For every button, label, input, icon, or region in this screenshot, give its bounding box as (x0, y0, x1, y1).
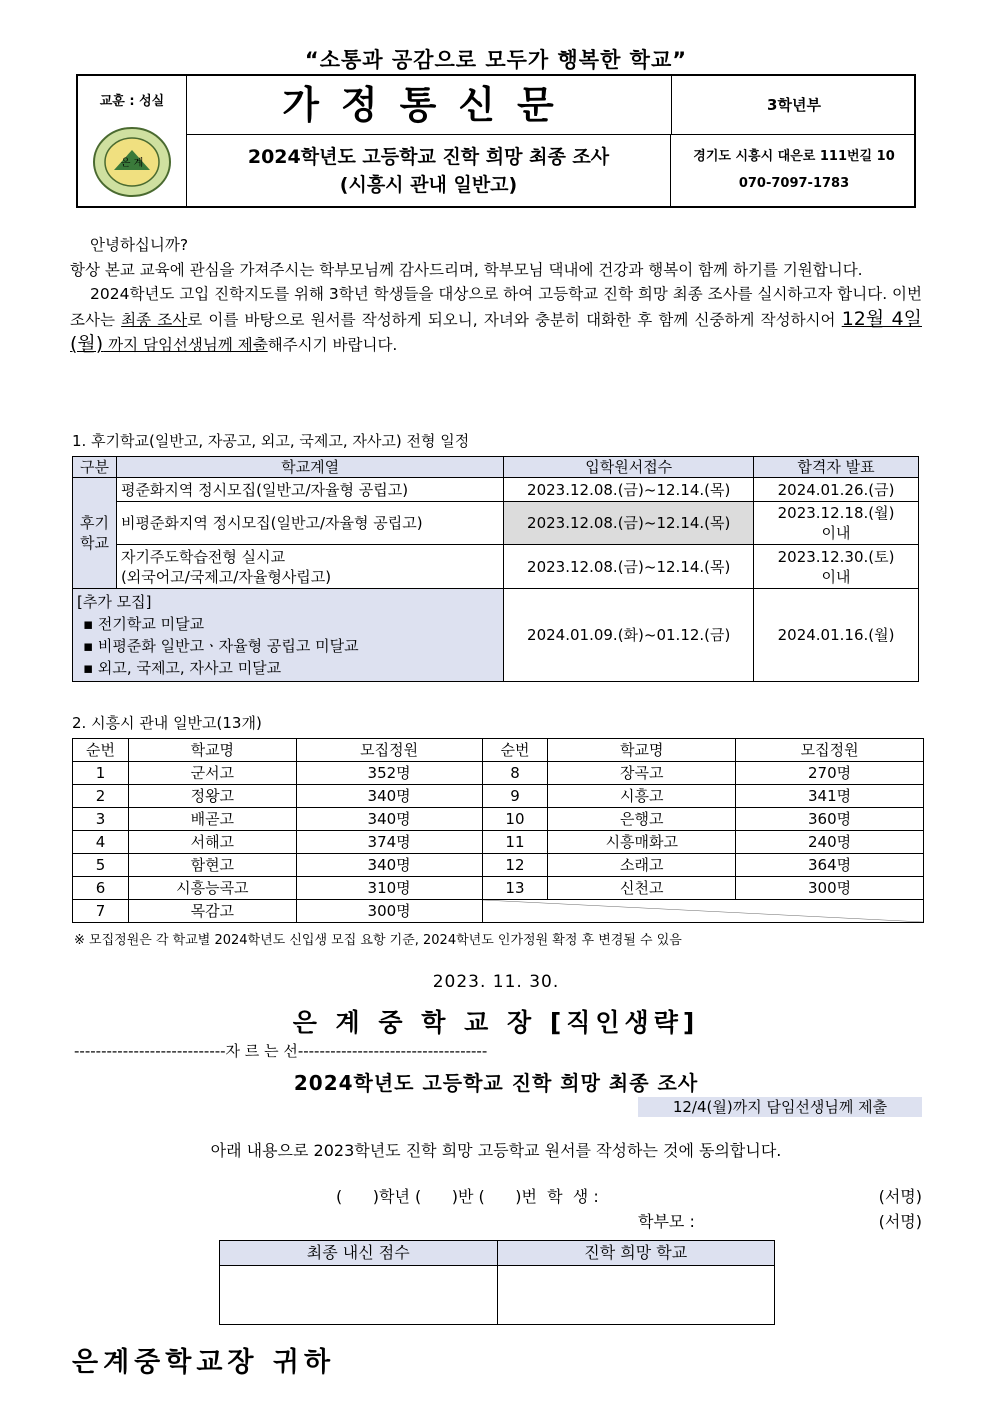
table-row (73, 877, 924, 900)
table-row (73, 808, 924, 831)
row-type: 평준화지역 정시모집(일반고/자율형 공립고) (116, 478, 503, 502)
school-capacity: 340명 (296, 808, 482, 831)
extra-item: ▪ 외고, 국제고, 자사고 미달교 (83, 659, 282, 677)
issue-date: 2023. 11. 30. (432, 972, 560, 992)
school-capacity: 364명 (736, 854, 924, 877)
diagonal-line (483, 900, 924, 922)
school-capacity: 340명 (296, 854, 482, 877)
subtitle-line-1: 2024학년도 고등학교 진학 희망 최종 조사 (247, 146, 610, 168)
table-row (73, 762, 924, 785)
letter-header (76, 74, 916, 208)
header-school: 학교명 (548, 739, 736, 762)
header-final-score: 최종 내신 점수 (220, 1241, 498, 1266)
school-name: 시흥능곡고 (128, 877, 296, 900)
school-no: 12 (482, 854, 548, 877)
final-survey-emphasis: 최종 조사 (121, 310, 188, 329)
reply-table (219, 1240, 775, 1325)
final-score-field[interactable] (220, 1266, 498, 1325)
header-desired-school: 진학 희망 학교 (497, 1241, 775, 1266)
table-row (73, 900, 924, 923)
paragraph-2-b: 로 이를 바탕으로 원서를 작성하게 되오니, 자녀와 충분히 대화한 후 함께 신중하게 작성하시어 (187, 310, 842, 329)
extra-item: ▪ 비평준화 일반고ㆍ자율형 공립고 미달교 (83, 637, 359, 655)
school-capacity: 270명 (736, 762, 924, 785)
document-title: 가정통신문 (187, 76, 672, 135)
empty-diagonal-cell (482, 900, 924, 923)
school-name: 서해고 (128, 831, 296, 854)
capacity-note: ※ 모집정원은 각 학교별 2024학년도 신입생 모집 요항 기준, 2024학년도 인가정원 확정 후 변경될 수 있음 (74, 933, 682, 948)
school-name: 시흥고 (548, 785, 736, 808)
section-1-heading: 1. 후기학교(일반고, 자공고, 외고, 국제고, 자사고) 전형 일정 (72, 432, 470, 450)
school-motto: 교훈 : 성실 (99, 94, 165, 109)
principal-signature: 은 계 중 학 교 장 [직인생략] (292, 1008, 700, 1037)
school-no: 11 (482, 831, 548, 854)
school-logo-icon (92, 126, 172, 198)
reply-deadline: 12/4(월)까지 담임선생님께 제출 (638, 1097, 922, 1117)
row-apply: 2023.12.08.(금)~12.14.(목) (504, 545, 754, 589)
school-no: 8 (482, 762, 548, 785)
school-capacity: 340명 (296, 785, 482, 808)
extra-item: ▪ 전기학교 미달교 (83, 615, 205, 633)
school-no: 4 (73, 831, 129, 854)
school-slogan: “소통과 공감으로 모두가 행복한 학교” (304, 48, 688, 72)
row-apply: 2023.12.08.(금)~12.14.(목) (504, 478, 754, 502)
paragraph-2 (70, 282, 922, 358)
schools-header-row (73, 739, 924, 762)
document-subtitle (187, 135, 671, 206)
cut-line: ----------------------------자 르 는 선----------------------------------- (74, 1042, 488, 1060)
school-capacity: 300명 (296, 900, 482, 923)
school-address: 경기도 시흥시 대은로 111번길 10 (693, 149, 895, 164)
extra-apply: 2024.01.09.(화)~01.12.(금) (504, 589, 754, 682)
parent-label: 학부모 : (638, 1212, 695, 1231)
table-row (73, 854, 924, 877)
school-capacity: 310명 (296, 877, 482, 900)
school-no: 13 (482, 877, 548, 900)
school-phone: 070-7097-1783 (738, 176, 850, 191)
row-type: 자기주도학습전형 실시교 (외국어고/국제고/자율형사립고) (116, 545, 503, 589)
school-name: 배곧고 (128, 808, 296, 831)
table-row (73, 831, 924, 854)
row-type: 비평준화지역 정시모집(일반고/자율형 공립고) (116, 502, 503, 545)
header-school: 학교명 (128, 739, 296, 762)
school-name: 군서고 (128, 762, 296, 785)
row-announce: 2023.12.30.(토) 이내 (754, 545, 919, 589)
school-capacity: 360명 (736, 808, 924, 831)
reply-input-row (220, 1266, 775, 1325)
header-category: 구분 (73, 457, 117, 478)
school-name: 은행고 (548, 808, 736, 831)
extra-announce: 2024.01.16.(월) (754, 589, 919, 682)
row-announce: 2024.01.26.(금) (754, 478, 919, 502)
extra-recruitment-cell (73, 589, 504, 682)
group-label: 후기 학교 (73, 478, 117, 589)
school-name: 장곡고 (548, 762, 736, 785)
extra-recruitment-row (73, 589, 919, 682)
header-announcement: 합격자 발표 (754, 457, 919, 478)
school-name: 시흥매화고 (548, 831, 736, 854)
header-application: 입학원서접수 (504, 457, 754, 478)
school-no: 2 (73, 785, 129, 808)
school-no: 6 (73, 877, 129, 900)
student-info-field[interactable]: ( )학년 ( )반 ( )번 학 생 : (336, 1187, 599, 1206)
table-row (73, 545, 919, 589)
deadline-rest: 까지 담임선생님께 제출 (103, 336, 268, 354)
section-2-heading: 2. 시흥시 관내 일반고(13개) (72, 714, 262, 732)
motto-cell (78, 76, 187, 206)
consent-statement: 아래 내용으로 2023학년도 진학 희망 고등학교 원서를 작성하는 것에 동의합니다. (210, 1141, 782, 1160)
paragraph-1: 항상 본교 교육에 관심을 가져주시는 학부모님께 감사드리며, 학부모님 댁내에 건강과 행복이 함께 하기를 기원합니다. (70, 260, 863, 279)
desired-school-field[interactable] (497, 1266, 775, 1325)
school-no: 9 (482, 785, 548, 808)
school-name: 목감고 (128, 900, 296, 923)
school-capacity: 300명 (736, 877, 924, 900)
schools-table (72, 738, 924, 923)
footer-addressee: 은계중학교장 귀하 (72, 1347, 336, 1378)
paragraph-2-a: 2024학년도 고입 진학지도를 위해 3학년 학생들을 대상으로 하여 고등학교 진학 희망 최종 조사를 실시하고자 합니다. 이번 조사는 (70, 285, 922, 329)
school-no: 10 (482, 808, 548, 831)
school-capacity: 240명 (736, 831, 924, 854)
school-capacity: 341명 (736, 785, 924, 808)
header-capacity: 모집정원 (736, 739, 924, 762)
school-name: 정왕고 (128, 785, 296, 808)
school-capacity: 352명 (296, 762, 482, 785)
schedule-table (72, 456, 919, 682)
logo-text: 은 계 (120, 158, 144, 169)
greeting: 안녕하십니까? (90, 236, 189, 254)
school-name: 소래고 (548, 854, 736, 877)
header-capacity: 모집정원 (296, 739, 482, 762)
schedule-header-row (73, 457, 919, 478)
table-row (73, 502, 919, 545)
school-no: 3 (73, 808, 129, 831)
reply-header-row (220, 1241, 775, 1266)
header-no: 순번 (73, 739, 129, 762)
school-name: 신천고 (548, 877, 736, 900)
table-row (73, 478, 919, 502)
parent-sign[interactable]: (서명) (878, 1212, 922, 1231)
school-no: 7 (73, 900, 129, 923)
school-no: 1 (73, 762, 129, 785)
deadline-date: 12월 4일(월) (70, 307, 922, 355)
extra-title: [추가 모집] (77, 593, 152, 611)
grade-department: 3학년부 (672, 76, 916, 135)
header-school-type: 학교계열 (116, 457, 503, 478)
row-apply: 2023.12.08.(금)~12.14.(목) (504, 502, 754, 545)
school-contact (672, 135, 916, 206)
school-name: 함현고 (128, 854, 296, 877)
student-sign[interactable]: (서명) (878, 1187, 922, 1206)
paragraph-2-c: 해주시기 바랍니다. (267, 336, 398, 354)
letter-body (70, 233, 922, 358)
table-row (73, 785, 924, 808)
reply-title: 2024학년도 고등학교 진학 희망 최종 조사 (293, 1071, 699, 1095)
subtitle-line-2: (시흥시 관내 일반고) (339, 174, 518, 196)
student-sign-line (336, 1184, 922, 1207)
header-no: 순번 (482, 739, 548, 762)
school-no: 5 (73, 854, 129, 877)
row-announce: 2023.12.18.(월) 이내 (754, 502, 919, 545)
school-capacity: 374명 (296, 831, 482, 854)
